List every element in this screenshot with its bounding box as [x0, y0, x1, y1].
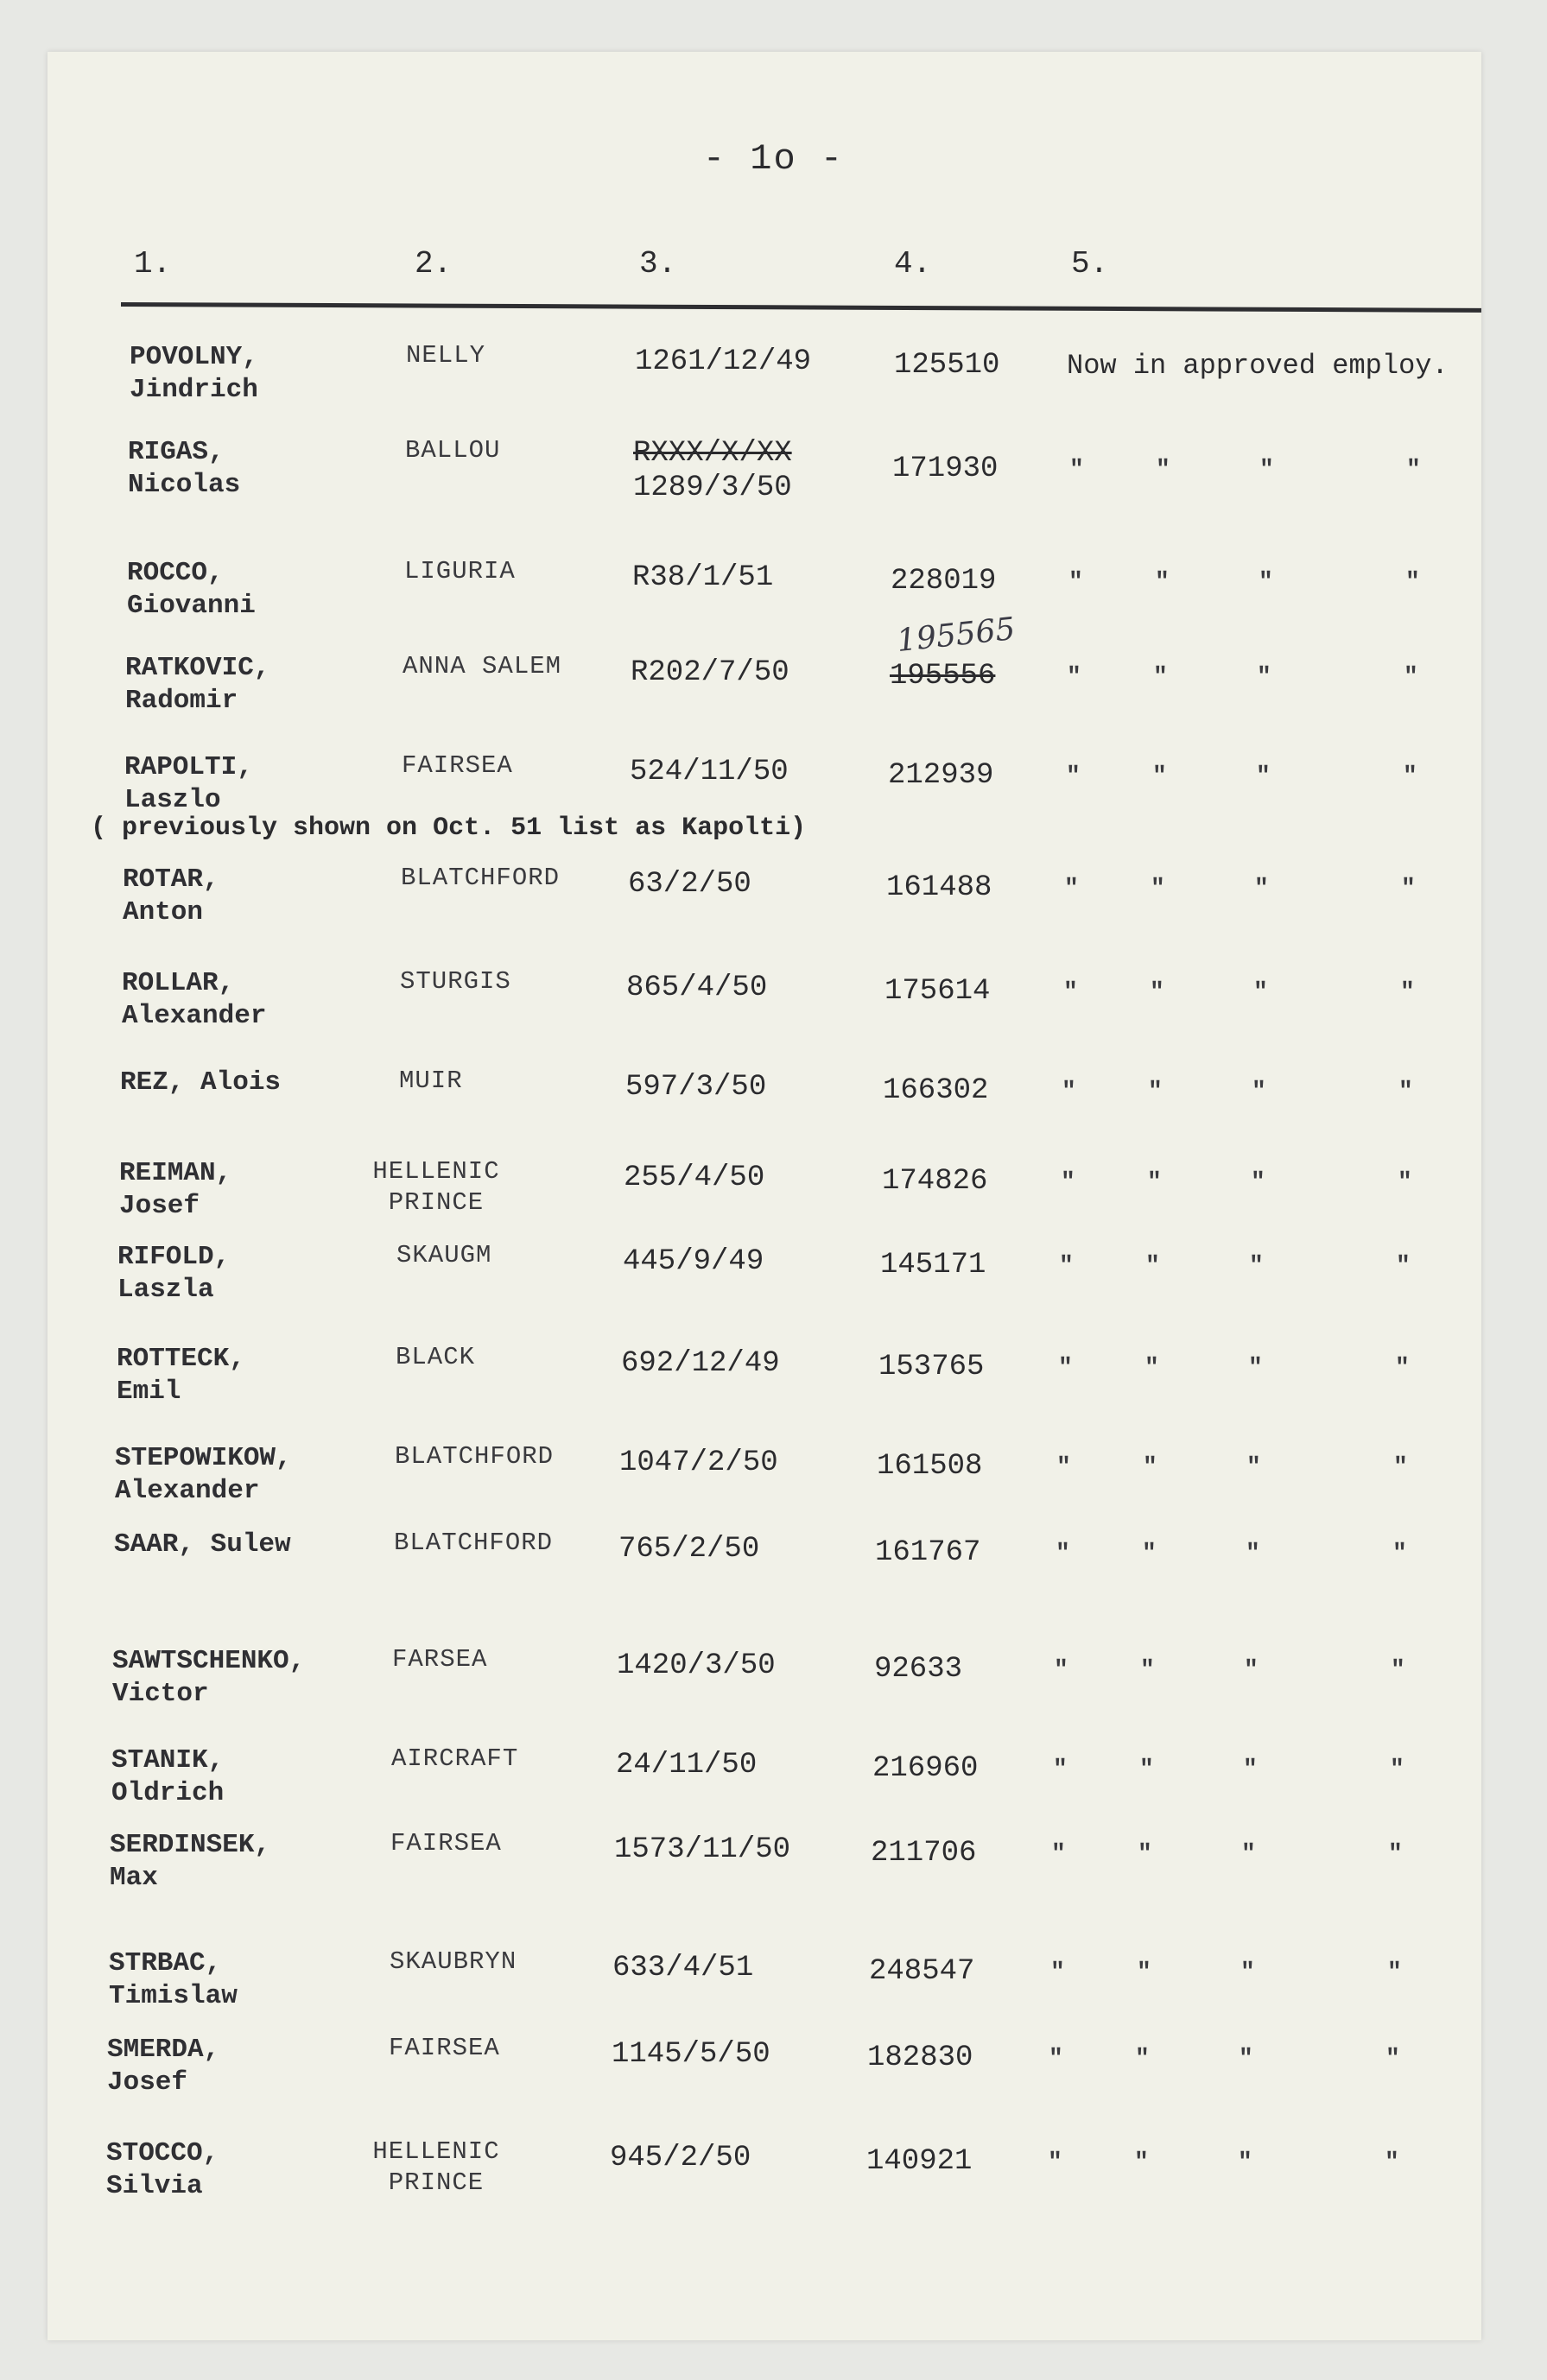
row-number: 145171: [880, 1249, 986, 1282]
row-code: 1420/3/50: [617, 1649, 776, 1682]
row-name-surname: STRBAC,: [109, 1948, 222, 1978]
ditto-mark: ": [1248, 1355, 1263, 1382]
ditto-mark: ": [1144, 1355, 1159, 1382]
row-number: 125510: [894, 349, 1000, 382]
row-code: R202/7/50: [631, 656, 789, 689]
row-number: 175614: [884, 975, 991, 1008]
row-code-struck: RXXX/X/XX: [633, 437, 792, 470]
row-number: 174826: [882, 1165, 988, 1198]
row-ship: BLACK: [396, 1343, 476, 1371]
ditto-mark: ": [1140, 1657, 1155, 1684]
ditto-mark: ": [1257, 664, 1271, 691]
ditto-mark: ": [1058, 1355, 1073, 1382]
ditto-mark: ": [1061, 1169, 1075, 1196]
row-name-given: Alexander: [122, 1001, 267, 1031]
row-ship: BLATCHFORD: [394, 1529, 554, 1557]
row-name-surname: SMERDA,: [107, 2035, 220, 2065]
row-ship: NELLY: [406, 341, 486, 370]
page-number: - 1o -: [702, 138, 845, 180]
row-name-surname: RAPOLTI,: [124, 752, 253, 782]
row-ship: SKAUBRYN: [390, 1947, 517, 1976]
row-number: 161767: [875, 1536, 981, 1569]
row-ship: BALLOU: [405, 436, 501, 465]
row-number: 92633: [874, 1653, 963, 1686]
ditto-mark: ": [1405, 569, 1420, 596]
row-ship: BLATCHFORD: [395, 1442, 555, 1471]
document-page: [48, 52, 1481, 2340]
column-header-5: 5.: [1071, 246, 1109, 282]
row-code: 24/11/50: [616, 1749, 758, 1782]
ditto-mark: ": [1400, 979, 1415, 1006]
row-name-surname: RATKOVIC,: [125, 653, 270, 683]
row-name-given: Alexander: [115, 1476, 260, 1506]
row-name-surname: RIGAS,: [128, 437, 225, 467]
ditto-mark: ": [1388, 1841, 1403, 1868]
ditto-mark: ": [1139, 1757, 1154, 1783]
row-number: 212939: [888, 759, 994, 792]
row-name-surname: SAWTSCHENKO,: [112, 1646, 306, 1676]
ditto-mark: ": [1238, 2149, 1252, 2176]
row-number: 166302: [883, 1074, 989, 1107]
ditto-mark: ": [1147, 1169, 1162, 1196]
row-name-given: Josef: [119, 1191, 200, 1221]
row-name-given: Emil: [117, 1377, 181, 1407]
ditto-mark: ": [1406, 457, 1421, 484]
ditto-mark: ": [1066, 763, 1081, 790]
row-ship: BLATCHFORD: [401, 864, 561, 892]
row-code: 1145/5/50: [612, 2038, 770, 2071]
row-code: 692/12/49: [621, 1347, 780, 1380]
row-code: 1289/3/50: [633, 472, 792, 504]
ditto-mark: ": [1155, 569, 1170, 596]
row-code: 445/9/49: [623, 1245, 764, 1278]
ditto-mark: ": [1251, 1169, 1265, 1196]
ditto-mark: ": [1398, 1079, 1413, 1105]
ditto-mark: ": [1385, 2046, 1400, 2073]
row-ship: FAIRSEA: [402, 751, 513, 780]
ditto-mark: ": [1401, 876, 1416, 902]
row-ship: FAIRSEA: [389, 2034, 500, 2062]
row-name-surname: REZ, Alois: [120, 1067, 282, 1098]
row-number: 182830: [867, 2041, 973, 2074]
ditto-mark: ": [1259, 457, 1274, 484]
row-name-surname: POVOLNY,: [130, 342, 258, 372]
row-code: 633/4/51: [612, 1952, 754, 1984]
row-name-surname: ROCCO,: [127, 558, 224, 588]
row-code: 865/4/50: [626, 972, 768, 1004]
row-number: 228019: [891, 565, 997, 598]
row-name-given: Josef: [107, 2067, 188, 2098]
ditto-mark: ": [1069, 457, 1084, 484]
ditto-mark: ": [1137, 1959, 1151, 1986]
ditto-mark: ": [1391, 1657, 1405, 1684]
row-name-surname: RIFOLD,: [117, 1242, 231, 1272]
row-ship: STURGIS: [400, 967, 511, 996]
ditto-mark: ": [1050, 1959, 1065, 1986]
ditto-mark: ": [1398, 1169, 1412, 1196]
ditto-mark: ": [1246, 1541, 1260, 1567]
ditto-mark: ": [1054, 1657, 1068, 1684]
row-number-handwritten-correction: 195565: [895, 611, 1018, 660]
ditto-mark: ": [1385, 2149, 1399, 2176]
ditto-mark: ": [1387, 1959, 1402, 1986]
row-status: Now in approved employ.: [1067, 350, 1449, 382]
row-name-given: Oldrich: [111, 1778, 225, 1808]
ditto-mark: ": [1063, 979, 1078, 1006]
ditto-mark: ": [1142, 1541, 1157, 1567]
row-name-surname: SAAR, Sulew: [114, 1529, 291, 1560]
row-ship: LIGURIA: [404, 557, 516, 586]
ditto-mark: ": [1048, 2149, 1062, 2176]
ditto-mark: ": [1143, 1454, 1157, 1481]
ditto-mark: ": [1393, 1454, 1408, 1481]
row-name-given: Max: [110, 1863, 158, 1893]
row-code: 1573/11/50: [614, 1833, 791, 1866]
row-code: 1261/12/49: [635, 345, 812, 378]
row-name-surname: STOCCO,: [106, 2138, 219, 2168]
ditto-mark: ": [1243, 1757, 1258, 1783]
row-number: 153765: [878, 1351, 985, 1383]
ditto-mark: ": [1053, 1757, 1068, 1783]
row-ship-line2: PRINCE: [388, 1188, 485, 1217]
ditto-mark: ": [1156, 457, 1170, 484]
ditto-mark: ": [1241, 1841, 1256, 1868]
row-ship: SKAUGM: [396, 1241, 492, 1269]
row-name-given: Laszlo: [124, 785, 221, 815]
row-code: 524/11/50: [630, 756, 789, 788]
ditto-mark: ": [1390, 1757, 1404, 1783]
ditto-mark: ": [1135, 2046, 1150, 2073]
row-name-surname: ROTAR,: [123, 864, 219, 895]
ditto-mark: ": [1152, 763, 1167, 790]
row-name-surname: ROTTECK,: [117, 1344, 245, 1374]
row-code: 597/3/50: [625, 1071, 767, 1104]
ditto-mark: ": [1240, 1959, 1255, 1986]
ditto-mark: ": [1145, 1253, 1160, 1280]
ditto-mark: ": [1051, 1841, 1066, 1868]
ditto-mark: ": [1392, 1541, 1407, 1567]
ditto-mark: ": [1239, 2046, 1253, 2073]
ditto-mark: ": [1062, 1079, 1076, 1105]
row-ship: FAIRSEA: [390, 1829, 502, 1858]
ditto-mark: ": [1138, 1841, 1152, 1868]
ditto-mark: ": [1395, 1355, 1410, 1382]
row-name-given: Giovanni: [127, 591, 256, 621]
row-code: 765/2/50: [618, 1533, 760, 1566]
ditto-mark: ": [1059, 1253, 1074, 1280]
ditto-mark: ": [1396, 1253, 1411, 1280]
row-code: 255/4/50: [624, 1162, 765, 1194]
row-ship: FARSEA: [392, 1645, 488, 1674]
row-note: ( previously shown on Oct. 51 list as Kapolti): [91, 813, 807, 843]
ditto-mark: ": [1256, 763, 1271, 790]
row-code: 63/2/50: [628, 868, 751, 901]
row-number: 161508: [877, 1450, 983, 1483]
row-name-given: Anton: [123, 897, 204, 927]
row-name-surname: STEPOWIKOW,: [115, 1443, 292, 1473]
ditto-mark: ": [1249, 1253, 1264, 1280]
row-name-given: Laszla: [117, 1275, 214, 1305]
column-header-2: 2.: [415, 246, 453, 282]
row-code: R38/1/51: [632, 561, 774, 594]
ditto-mark: ": [1067, 664, 1081, 691]
row-ship-line2: PRINCE: [388, 2168, 485, 2197]
row-name-given: Jindrich: [130, 375, 258, 405]
row-name-given: Timislaw: [109, 1981, 238, 2011]
row-name-surname: STANIK,: [111, 1745, 225, 1776]
ditto-mark: ": [1150, 979, 1164, 1006]
row-name-surname: ROLLAR,: [122, 968, 235, 998]
row-ship: AIRCRAFT: [391, 1744, 519, 1773]
row-name-given: Nicolas: [128, 470, 241, 500]
row-ship: HELLENIC: [372, 2137, 500, 2166]
ditto-mark: ": [1403, 763, 1417, 790]
row-number: 248547: [869, 1955, 975, 1988]
row-name-given: Radomir: [125, 686, 238, 716]
row-number: 140921: [866, 2145, 973, 2178]
row-name-given: Silvia: [106, 2171, 203, 2201]
ditto-mark: ": [1148, 1079, 1163, 1105]
ditto-mark: ": [1049, 2046, 1063, 2073]
row-number: 211706: [871, 1837, 977, 1870]
ditto-mark: ": [1068, 569, 1083, 596]
ditto-mark: ": [1134, 2149, 1149, 2176]
ditto-mark: ": [1064, 876, 1079, 902]
column-header-3: 3.: [639, 246, 677, 282]
ditto-mark: ": [1056, 1541, 1070, 1567]
row-number: 195556: [890, 660, 996, 693]
row-number: 216960: [872, 1752, 979, 1785]
row-name-surname: REIMAN,: [119, 1158, 232, 1188]
ditto-mark: ": [1253, 979, 1268, 1006]
column-header-1: 1.: [134, 246, 172, 282]
column-header-4: 4.: [894, 246, 932, 282]
row-number: 161488: [886, 871, 992, 904]
ditto-mark: ": [1153, 664, 1168, 691]
ditto-mark: ": [1056, 1454, 1071, 1481]
ditto-mark: ": [1252, 1079, 1266, 1105]
row-code: 945/2/50: [610, 2142, 751, 2174]
row-ship: MUIR: [399, 1067, 463, 1095]
row-code: 1047/2/50: [619, 1446, 778, 1479]
row-ship: ANNA SALEM: [403, 652, 562, 680]
row-number: 171930: [892, 453, 999, 485]
row-name-given: Victor: [112, 1679, 209, 1709]
ditto-mark: ": [1151, 876, 1165, 902]
row-name-surname: SERDINSEK,: [110, 1830, 271, 1860]
ditto-mark: ": [1244, 1657, 1259, 1684]
ditto-mark: ": [1404, 664, 1418, 691]
row-ship: HELLENIC: [372, 1157, 500, 1186]
ditto-mark: ": [1254, 876, 1269, 902]
ditto-mark: ": [1259, 569, 1273, 596]
ditto-mark: ": [1246, 1454, 1261, 1481]
